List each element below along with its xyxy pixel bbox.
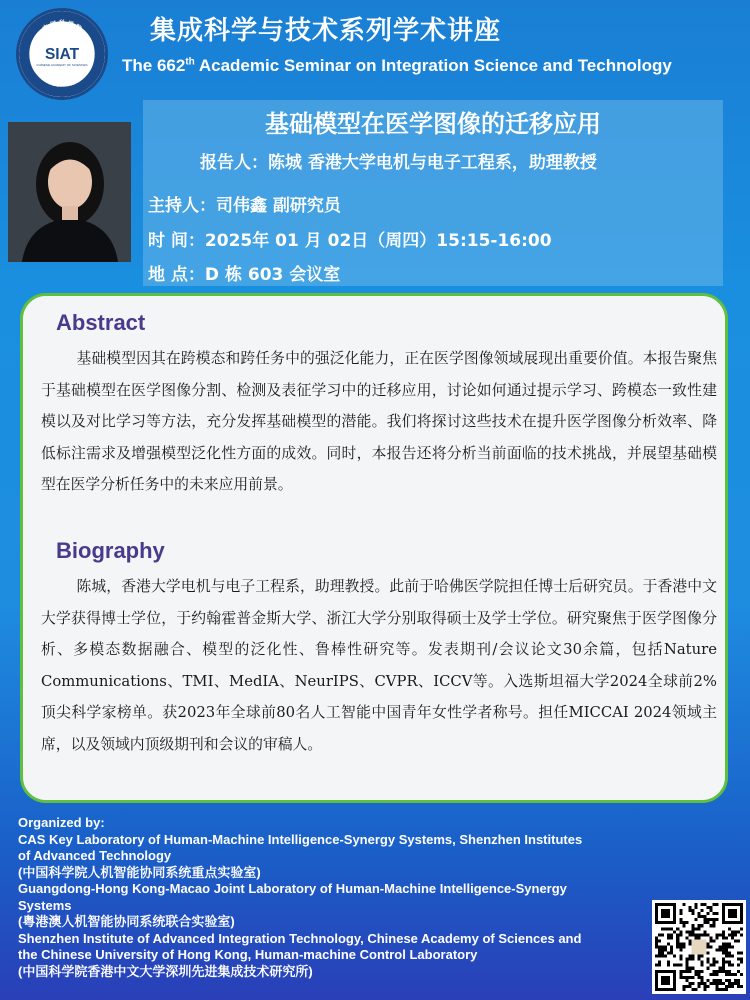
organizers-label: Organized by:	[18, 815, 105, 830]
talk-title: 基础模型在医学图像的迁移应用	[265, 110, 601, 138]
organizer-line: the Chinese University of Hong Kong, Human-machine Control Laboratory	[18, 947, 478, 962]
speaker-photo	[8, 122, 131, 262]
qr-code[interactable]	[652, 900, 746, 994]
organizer-line: Guangdong-Hong Kong-Macao Joint Laboratory of Human-Machine Intelligence-Synergy	[18, 881, 567, 896]
biography-heading: Biography	[56, 538, 165, 563]
organizer-line: Shenzhen Institute of Advanced Integration Technology, Chinese Academy of Sciences and	[18, 930, 582, 946]
svg-text:SIAT: SIAT	[44, 46, 80, 64]
siat-logo	[16, 8, 108, 100]
host-line: 主持人：司伟鑫 副研究员	[148, 196, 341, 216]
speaker-line: 报告人：陈城 香港大学电机与电子工程系，助理教授	[200, 153, 597, 173]
biography-text: 陈城，香港大学电机与电子工程系，助理教授。此前于哈佛医学院担任博士后研究员。于香港中文大学获得博士学位，于约翰霍普金斯大学、浙江大学分别取得硕士及学士学位。研究聚焦于医学图像分析、多模态数据融合、模型的泛化性、鲁棒性研究等。发表期刊/会议论文30余篇，包括Nature Communications、TMI、MedIA、NeurIPS、CVPR、ICCV等。入选斯坦福大学2024全球前2%顶尖科学家榜单。获2023年全球前80名人工智能中国青年女性学者称号。担任MICCAI 2024领域主席，以及领域内顶级期刊和会议的审稿人。	[41, 578, 717, 753]
abstract-heading: Abstract	[56, 310, 146, 335]
organizers	[18, 815, 658, 980]
series-title-en: The 662th Academic Seminar on Integration Science and Technology	[122, 56, 672, 75]
svg-text:CHINESE ACADEMY OF SCIENCES: CHINESE ACADEMY OF SCIENCES	[36, 63, 88, 68]
organizer-line: CAS Key Laboratory of Human-Machine Intelligence-Synergy Systems, Shenzhen Institutes	[18, 831, 583, 847]
svg-text:中 国 科 学 院: 中 国 科 学 院	[41, 19, 83, 33]
organizer-line: (粤港澳人机智能协同系统联合实验室)	[18, 914, 235, 929]
organizer-line: (中国科学院人机智能协同系统重点实验室)	[18, 864, 261, 880]
abstract-text: 基础模型因其在跨模态和跨任务中的强泛化能力，正在医学图像领域展现出重要价值。本报告聚焦于基础模型在医学图像分割、检测及表征学习中的迁移应用，讨论如何通过提示学习、跨模态一致性建模以及对比学习等方法，充分发挥基础模型的潜能。我们将探讨这些技术在提升医学图像分析效率、降低标注需求及增强模型泛化性方面的成效。同时，本报告还将分析当前面临的技术挑战，并展望基础模型在医学分析任务中的未来应用前景。	[41, 350, 717, 493]
organizer-line: Systems	[18, 897, 72, 913]
organizer-line: of Advanced Technology	[18, 848, 172, 863]
svg-text:深圳先进技术研究院: 深圳先进技术研究院	[39, 75, 85, 89]
organizer-line: (中国科学院香港中文大学深圳先进集成技术研究所)	[18, 963, 313, 979]
content-card	[20, 293, 728, 803]
time-line: 时 间：2025年 01 月 02日（周四）15:15-16:00	[148, 231, 552, 251]
series-title-cn: 集成科学与技术系列学术讲座	[150, 16, 502, 46]
location-line: 地 点：D 栋 603 会议室	[148, 265, 341, 285]
